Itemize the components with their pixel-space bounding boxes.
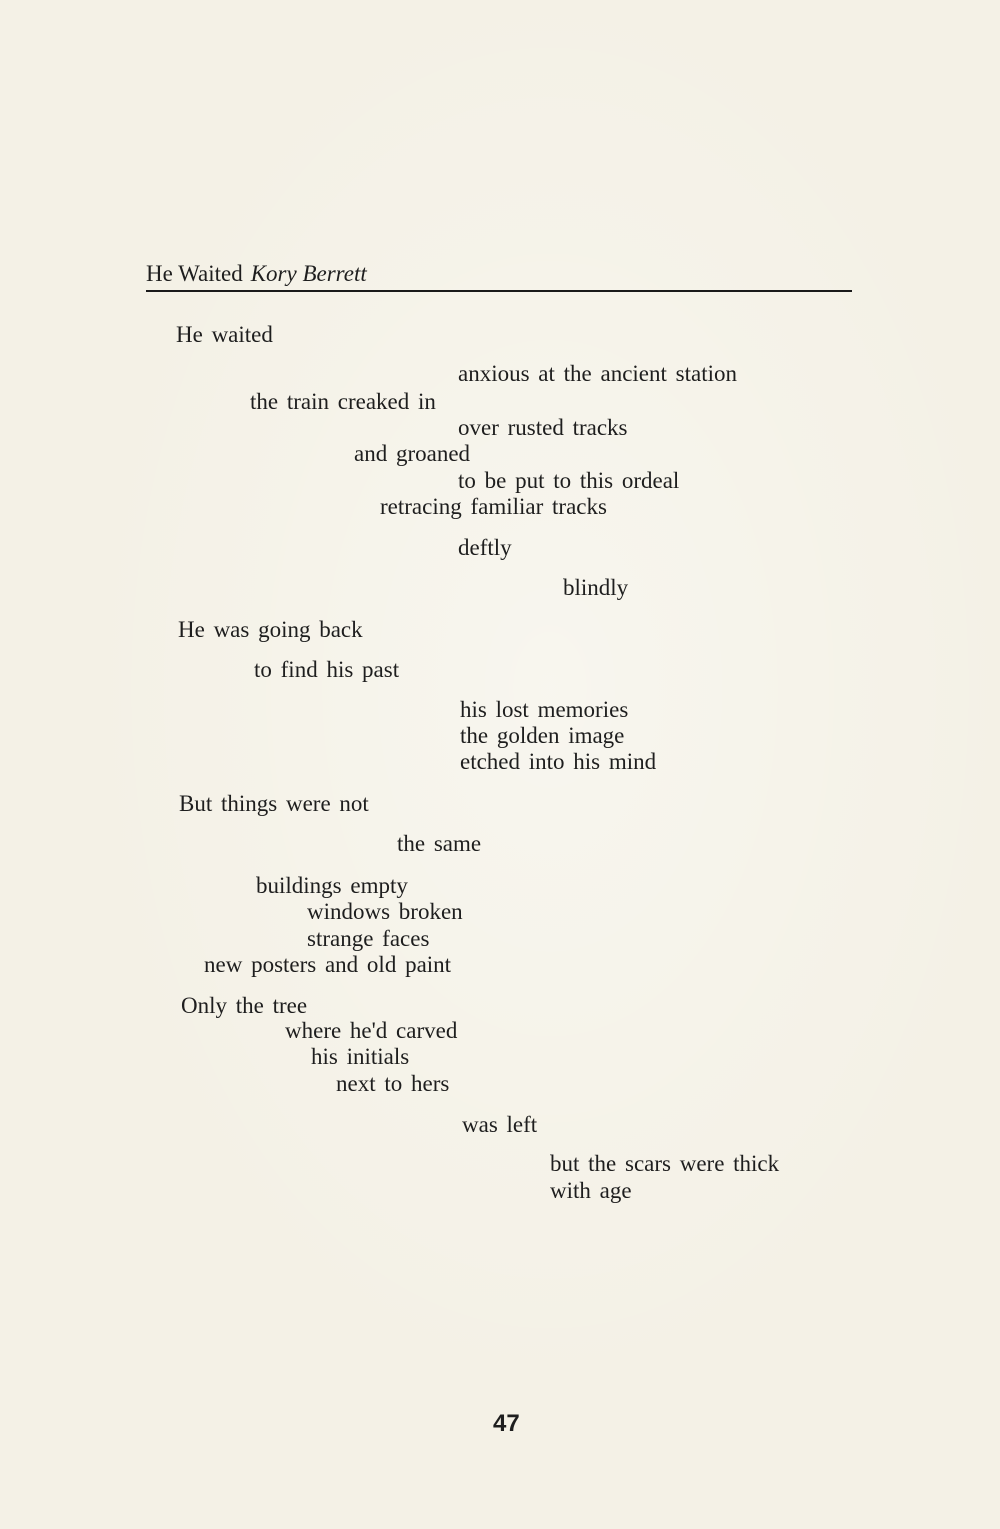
poem-line: with age <box>550 1178 632 1203</box>
poem-line: etched into his mind <box>460 749 657 774</box>
poem-line: anxious at the ancient station <box>458 361 737 386</box>
poem-line: was left <box>462 1112 538 1137</box>
poem-line: He waited <box>176 322 273 347</box>
page-number: 47 <box>493 1410 520 1437</box>
poem-line: his lost memories <box>460 697 629 722</box>
poem-line: and groaned <box>354 441 471 466</box>
poem-line: blindly <box>563 575 629 600</box>
poem-line: next to hers <box>336 1071 450 1096</box>
poem-line: retracing familiar tracks <box>380 494 607 519</box>
header-rule <box>146 290 852 292</box>
poem-line: the same <box>397 831 482 856</box>
poem-header <box>146 259 852 289</box>
poem-line: strange faces <box>307 926 430 951</box>
poem-line: buildings empty <box>256 873 408 898</box>
poem-line: to be put to this ordeal <box>458 468 680 493</box>
poem-line: deftly <box>458 535 512 560</box>
poem-line: Only the tree <box>181 993 308 1018</box>
poem-line: But things were not <box>179 791 369 816</box>
poem-title: He Waited <box>146 261 243 286</box>
poem-line: windows broken <box>307 899 463 924</box>
poem-line: but the scars were thick <box>550 1151 780 1176</box>
poem-line: the train creaked in <box>250 389 436 414</box>
poem-author: Kory Berrett <box>250 261 367 286</box>
poem-line: over rusted tracks <box>458 415 628 440</box>
poem-line: the golden image <box>460 723 625 748</box>
poem-line: new posters and old paint <box>204 952 452 977</box>
poem-line: to find his past <box>254 657 400 682</box>
poem-line: where he'd carved <box>285 1018 458 1043</box>
poem-line: his initials <box>311 1044 410 1069</box>
poem-line: He was going back <box>178 617 363 642</box>
